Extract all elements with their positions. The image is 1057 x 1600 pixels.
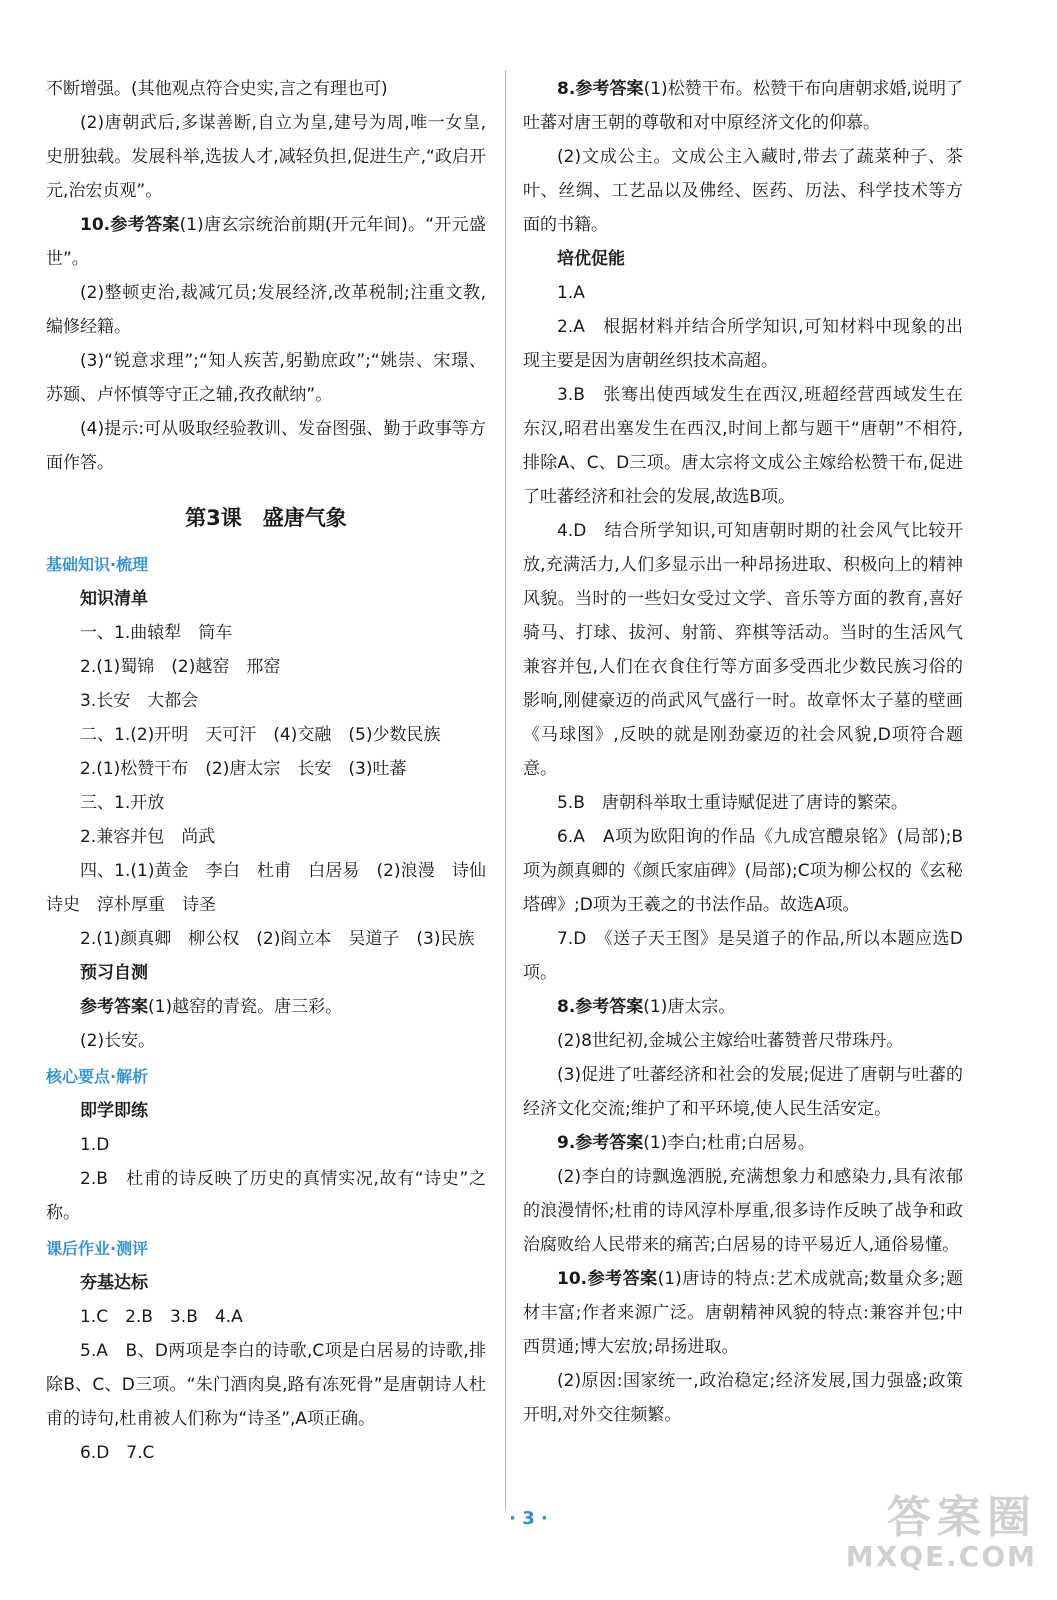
answer-paragraph bbox=[523, 140, 963, 242]
subsection-heading bbox=[46, 582, 486, 616]
right-column bbox=[523, 72, 963, 1432]
answer-label: 10.参考答案 bbox=[557, 1269, 658, 1289]
paragraph-text: 四、1.(1)黄金 李白 杜甫 白居易 (2)浪漫 诗仙 诗史 淳朴厚重 诗圣 bbox=[46, 861, 503, 915]
answer-paragraph bbox=[523, 514, 963, 786]
answer-label: 10.参考答案 bbox=[80, 215, 180, 235]
paragraph-text: 7.D 《送子天王图》是吴道子的作品,所以本题应选D项。 bbox=[523, 929, 963, 983]
answer-paragraph bbox=[46, 752, 486, 786]
answer-paragraph bbox=[523, 922, 963, 990]
answer-paragraph bbox=[523, 72, 963, 140]
answer-paragraph bbox=[523, 310, 963, 378]
subsection-heading bbox=[46, 1094, 486, 1128]
paragraph-text: 核心要点·解析 bbox=[46, 1067, 149, 1086]
left-column bbox=[46, 72, 503, 1470]
subsection-heading bbox=[46, 1266, 486, 1300]
paragraph-text: 5.B 唐朝科举取士重诗赋促进了唐诗的繁荣。 bbox=[557, 793, 908, 813]
answer-paragraph bbox=[46, 820, 486, 854]
paragraph-text: 夯基达标 bbox=[80, 1273, 148, 1293]
answer-paragraph bbox=[46, 684, 486, 718]
subsection-heading bbox=[46, 956, 486, 990]
paragraph-text: 6.D 7.C bbox=[80, 1443, 155, 1463]
answer-paragraph bbox=[523, 1126, 963, 1160]
answer-paragraph bbox=[523, 1160, 963, 1262]
answer-paragraph bbox=[46, 1334, 486, 1436]
answer-paragraph bbox=[46, 650, 486, 684]
answer-paragraph bbox=[523, 786, 963, 820]
answer-paragraph bbox=[523, 378, 963, 514]
section-heading bbox=[46, 548, 486, 582]
paragraph-text: (2)文成公主。文成公主入藏时,带去了蔬菜种子、茶叶、丝绸、工艺品以及佛经、医药、历法、科学技术等方面的书籍。 bbox=[523, 147, 963, 235]
answer-paragraph bbox=[523, 820, 963, 922]
paragraph-text: 第3课 盛唐气象 bbox=[185, 506, 347, 530]
watermark-text: 答案圈 bbox=[887, 1492, 1037, 1543]
answer-paragraph bbox=[46, 854, 503, 922]
paragraph-text: (1)松赞干布。松赞干布向唐朝求婚,说明了吐蕃对唐王朝的尊敬和对中原经济文化的仰慕。 bbox=[523, 79, 963, 133]
paragraph-text: (1)唐诗的特点:艺术成就高;数量众多;题材丰富;作者来源广泛。唐朝精神风貌的特点:兼容并包;中西贯通;博大宏放;昂扬进取。 bbox=[523, 1269, 963, 1357]
paragraph-text: 二、1.(2)开明 天可汗 (4)交融 (5)少数民族 bbox=[80, 725, 441, 745]
answer-paragraph bbox=[46, 1300, 486, 1334]
paragraph-text: (2)8世纪初,金城公主嫁给吐蕃赞普尺带珠丹。 bbox=[557, 1031, 904, 1051]
answer-paragraph bbox=[46, 72, 486, 106]
paragraph-text: 2.兼容并包 尚武 bbox=[80, 827, 216, 847]
answer-paragraph bbox=[523, 1058, 963, 1126]
paragraph-text: 即学即练 bbox=[80, 1101, 148, 1121]
paragraph-text: 1.D bbox=[80, 1135, 110, 1155]
answer-paragraph bbox=[46, 412, 486, 480]
answer-paragraph bbox=[523, 276, 963, 310]
paragraph-text: (1)越窑的青瓷。唐三彩。 bbox=[148, 997, 343, 1017]
watermark-url: MXQE.COM bbox=[845, 1540, 1037, 1573]
answer-paragraph bbox=[46, 1162, 486, 1230]
paragraph-text: (2)李白的诗飘逸洒脱,充满想象力和感染力,具有浓郁的浪漫情怀;杜甫的诗风淳朴厚重,很多诗作反映了战争和政治腐败给人民带来的痛苦;白居易的诗平易近人,通俗易懂。 bbox=[523, 1167, 963, 1255]
paragraph-text: 3.长安 大都会 bbox=[80, 691, 199, 711]
answer-paragraph bbox=[46, 990, 486, 1024]
answer-label: 参考答案 bbox=[80, 997, 148, 1017]
answer-label: 9.参考答案 bbox=[557, 1133, 644, 1153]
answer-paragraph bbox=[46, 106, 486, 208]
answer-paragraph bbox=[46, 1436, 486, 1470]
paragraph-text: 2.B 杜甫的诗反映了历史的真情实况,故有“诗史”之称。 bbox=[46, 1169, 486, 1223]
paragraph-text: (2)原因:国家统一,政治稳定;经济发展,国力强盛;政策开明,对外交往频繁。 bbox=[523, 1371, 963, 1425]
paragraph-text: (2)唐朝武后,多谋善断,自立为皇,建号为周,唯一女皇,史册独载。发展科举,选拔人才,减轻负担,促进生产,“政启开元,治宏贞观”。 bbox=[46, 113, 486, 201]
answer-paragraph bbox=[46, 344, 486, 412]
paragraph-text: 5.A B、D两项是李白的诗歌,C项是白居易的诗歌,排除B、C、D三项。“朱门酒肉臭,路有冻死骨”是唐朝诗人杜甫的诗句,杜甫被人们称为“诗圣”,A项正确。 bbox=[46, 1341, 486, 1429]
paragraph-text: 知识清单 bbox=[80, 589, 148, 609]
paragraph-text: 2.A 根据材料并结合所学知识,可知材料中现象的出现主要是因为唐朝丝织技术高超。 bbox=[523, 317, 963, 371]
answer-paragraph bbox=[46, 718, 486, 752]
paragraph-text: (3)“锐意求理”;“知人疾苦,躬勤庶政”;“姚崇、宋璟、苏颋、卢怀慎等守正之辅,孜孜献纳”。 bbox=[46, 351, 486, 405]
paragraph-text: 一、1.曲辕犁 筒车 bbox=[80, 623, 233, 643]
answer-paragraph bbox=[46, 786, 486, 820]
paragraph-text: (1)唐玄宗统治前期(开元年间)。“开元盛世”。 bbox=[46, 215, 486, 269]
answer-paragraph bbox=[46, 276, 486, 344]
paragraph-text: (4)提示:可从吸取经验教训、发奋图强、勤于政事等方面作答。 bbox=[46, 419, 486, 473]
answer-paragraph bbox=[46, 1024, 486, 1058]
column-divider bbox=[505, 70, 506, 1510]
paragraph-text: (1)唐太宗。 bbox=[643, 997, 736, 1017]
paragraph-text: 预习自测 bbox=[80, 963, 148, 983]
answer-paragraph bbox=[523, 1024, 963, 1058]
page-number: · 3 · bbox=[509, 1508, 548, 1529]
paragraph-text: 2.(1)蜀锦 (2)越窑 邢窑 bbox=[80, 657, 281, 677]
lesson-title bbox=[46, 498, 486, 538]
answer-paragraph bbox=[523, 1262, 963, 1364]
section-heading bbox=[46, 1060, 486, 1094]
paragraph-text: (1)李白;杜甫;白居易。 bbox=[643, 1133, 815, 1153]
answer-paragraph bbox=[46, 616, 486, 650]
answer-paragraph bbox=[46, 1128, 486, 1162]
paragraph-text: 不断增强。(其他观点符合史实,言之有理也可) bbox=[46, 79, 388, 99]
paragraph-text: 基础知识·梳理 bbox=[46, 555, 149, 574]
paragraph-text: 课后作业·测评 bbox=[46, 1239, 149, 1258]
answer-label: 8.参考答案 bbox=[557, 997, 644, 1017]
paragraph-text: 培优促能 bbox=[557, 249, 625, 269]
paragraph-text: 4.D 结合所学知识,可知唐朝时期的社会风气比较开放,充满活力,人们多显示出一种昂扬进取、积极向上的精神风貌。当时的一些妇女受过文学、音乐等方面的教育,喜好骑马、打球、拔河、射箭、弈棋等活动。当时的生活风气兼容并包,人们在衣食住行等方面多受西北少数民族习俗的影响,刚健豪迈的尚武风气盛行一时。故章怀太子墓的壁画《马球图》,反映的就是刚劲豪迈的社会风貌,D项符合题意。 bbox=[523, 521, 963, 779]
paragraph-text: 三、1.开放 bbox=[80, 793, 165, 813]
watermark-logo bbox=[846, 1494, 1037, 1572]
paragraph-text: 2.(1)松赞干布 (2)唐太宗 长安 (3)吐蕃 bbox=[80, 759, 407, 779]
answer-paragraph bbox=[46, 922, 486, 956]
paragraph-text: 1.A bbox=[557, 283, 585, 303]
paragraph-text: 6.A A项为欧阳询的作品《九成宫醴泉铭》(局部);B项为颜真卿的《颜氏家庙碑》(局部);C项为柳公权的《玄秘塔碑》;D项为王羲之的书法作品。故选A项。 bbox=[523, 827, 963, 915]
answer-paragraph bbox=[523, 1364, 963, 1432]
paragraph-text: 3.B 张骞出使西域发生在西汉,班超经营西域发生在东汉,昭君出塞发生在西汉,时间上都与题干“唐朝”不相符,排除A、C、D三项。唐太宗将文成公主嫁给松赞干布,促进了吐蕃经济和社会的发展,故选B项。 bbox=[523, 385, 963, 507]
answer-label: 8.参考答案 bbox=[557, 79, 644, 99]
answer-paragraph bbox=[523, 990, 963, 1024]
paragraph-text: (2)整顿吏治,裁减冗员;发展经济,改革税制;注重文教,编修经籍。 bbox=[46, 283, 486, 337]
paragraph-text: 2.(1)颜真卿 柳公权 (2)阎立本 吴道子 (3)民族 bbox=[80, 929, 475, 949]
paragraph-text: (3)促进了吐蕃经济和社会的发展;促进了唐朝与吐蕃的经济文化交流;维护了和平环境,使人民生活安定。 bbox=[523, 1065, 963, 1119]
section-heading bbox=[46, 1232, 486, 1266]
paragraph-text: (2)长安。 bbox=[80, 1031, 156, 1051]
subsection-heading bbox=[523, 242, 963, 276]
answer-paragraph bbox=[46, 208, 486, 276]
paragraph-text: 1.C 2.B 3.B 4.A bbox=[80, 1307, 243, 1327]
